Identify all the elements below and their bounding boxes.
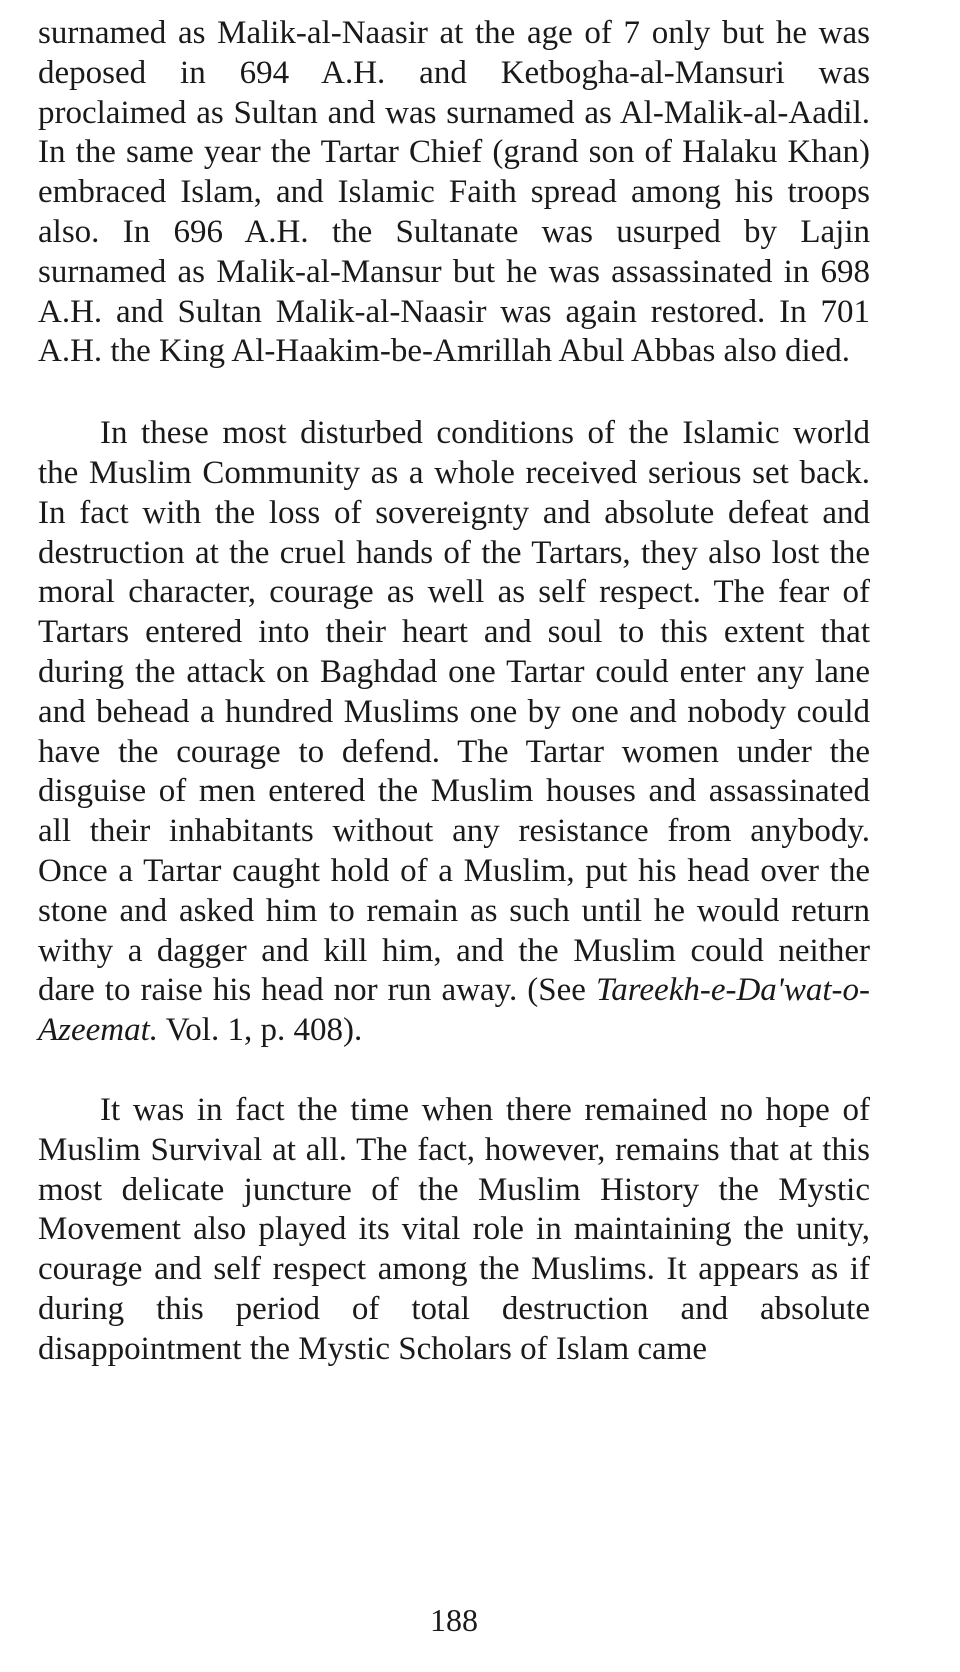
paragraph-2	[38, 414, 870, 1051]
page-number: 188	[430, 1602, 478, 1638]
paragraph-1: surnamed as Malik-al-Naasir at the age of 7 only but he was deposed in 694 A.H. and Ketbogha-al-Mansuri was proclaimed as Sultan and was surnamed as Al-Malik-al-Aadil. In the same year the Tartar Chief (grand son of Halaku Khan) embraced Islam, and Islamic Faith spread among his troops also. In 696 A.H. the Sultanate was usurped by Lajin surnamed as Malik-al-Mansur but he was assassinated in 698 A.H. and Sultan Malik-al-Naasir was again restored. In 701 A.H. the King Al-Haakim-be-Amrillah Abul Abbas also died.	[38, 15, 870, 370]
citation-title: Tareekh-e-Da'wat-o-Azeemat.	[38, 972, 871, 1049]
citation-volume-page: Vol. 1, p. 408).	[165, 1012, 363, 1049]
paragraph-2-body: In these most disturbed conditions of the Islamic world the Muslim Community as a whole received serious set back. In fact with the loss of sovereignty and absolute defeat and destruction at the cruel hands of the Tartars, they also lost the moral character, courage as well as self respect. The fear of Tartars entered into their heart and soul to this extent that during the attack on Baghdad one Tartar could enter any lane and behead a hundred Muslims one by one and nobody could have the courage to defend. The Tartar women under the disguise of men entered the Muslim houses and assassinated all their inhabitants without any resistance from anybody. Once a Tartar caught hold of a Muslim, put his head over the stone and asked him to remain as such until he would return withy a dagger and kill him, and the Muslim could neither dare to raise his head nor run away. (See	[38, 415, 870, 1009]
book-page	[38, 14, 870, 1654]
paragraph-3: It was in fact the time when there remained no hope of Muslim Survival at all. The fact, however, remains that at this most delicate juncture of the Muslim History the Mystic Movement also played its vital role in maintaining the unity, courage and self respect among the Muslims. It appears as if during this period of total destruction and absolute disappointment the Mystic Scholars of Islam came	[38, 1091, 870, 1367]
